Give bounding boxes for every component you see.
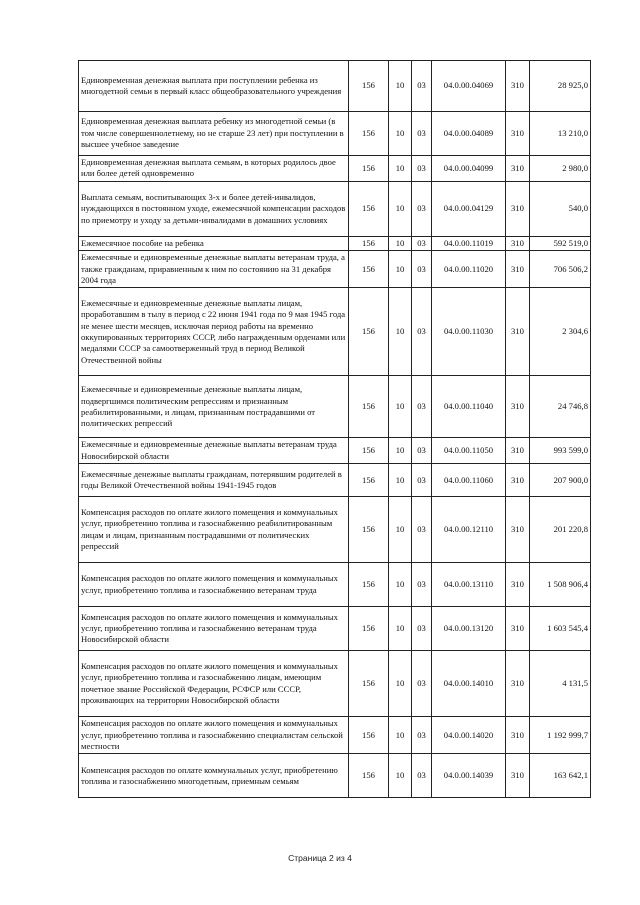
grbs-code-cell: 156 [349,61,389,112]
amount-cell: 207 900,0 [530,464,591,497]
expense-type-cell: 310 [506,464,530,497]
section-code-cell: 10 [389,376,412,438]
expense-type-cell: 310 [506,61,530,112]
section-code-cell: 10 [389,563,412,607]
item-name-cell: Единовременная денежная выплата семьям, в которых родилось двое или более детей одновременно [79,156,349,182]
amount-cell: 1 508 906,4 [530,563,591,607]
amount-cell: 592 519,0 [530,236,591,250]
grbs-code-cell: 156 [349,754,389,798]
amount-cell: 4 131,5 [530,651,591,717]
item-name-cell: Компенсация расходов по оплате жилого помещения и коммунальных услуг, приобретению топлива и газоснабжению специалистам сельской местности [79,717,349,754]
grbs-code-cell: 156 [349,376,389,438]
table-row [79,754,591,798]
section-code-cell: 10 [389,288,412,376]
subsection-code-cell: 03 [412,236,432,250]
target-article-cell: 04.0.00.04099 [432,156,506,182]
table-row [79,464,591,497]
target-article-cell: 04.0.00.04069 [432,61,506,112]
subsection-code-cell: 03 [412,156,432,182]
grbs-code-cell: 156 [349,651,389,717]
item-name-cell: Единовременная денежная выплата ребенку из многодетной семьи (в том числе совершеннолетнему, но не старше 23 лет) при поступлении в высшее учебное заведение [79,112,349,156]
grbs-code-cell: 156 [349,717,389,754]
subsection-code-cell: 03 [412,288,432,376]
table-row [79,236,591,250]
target-article-cell: 04.0.00.14020 [432,717,506,754]
subsection-code-cell: 03 [412,717,432,754]
target-article-cell: 04.0.00.11020 [432,251,506,288]
item-name-cell: Компенсация расходов по оплате коммунальных услуг, приобретению топлива и газоснабжению многодетным, приемным семьям [79,754,349,798]
grbs-code-cell: 156 [349,464,389,497]
grbs-code-cell: 156 [349,236,389,250]
subsection-code-cell: 03 [412,61,432,112]
table-body [79,61,591,798]
target-article-cell: 04.0.00.11040 [432,376,506,438]
subsection-code-cell: 03 [412,754,432,798]
subsection-code-cell: 03 [412,438,432,464]
amount-cell: 28 925,0 [530,61,591,112]
table-row [79,181,591,236]
target-article-cell: 04.0.00.13120 [432,607,506,651]
grbs-code-cell: 156 [349,438,389,464]
expense-type-cell: 310 [506,651,530,717]
expense-type-cell: 310 [506,156,530,182]
section-code-cell: 10 [389,236,412,250]
amount-cell: 201 220,8 [530,497,591,563]
grbs-code-cell: 156 [349,181,389,236]
target-article-cell: 04.0.00.11019 [432,236,506,250]
table-row [79,376,591,438]
item-name-cell: Ежемесячные и единовременные денежные выплаты ветеранам труда Новосибирской области [79,438,349,464]
expense-type-cell: 310 [506,376,530,438]
budget-table [78,60,591,798]
expense-type-cell: 310 [506,754,530,798]
expense-type-cell: 310 [506,438,530,464]
expense-type-cell: 310 [506,497,530,563]
table-row [79,112,591,156]
target-article-cell: 04.0.00.11030 [432,288,506,376]
table-row [79,497,591,563]
section-code-cell: 10 [389,156,412,182]
amount-cell: 993 599,0 [530,438,591,464]
target-article-cell: 04.0.00.13110 [432,563,506,607]
subsection-code-cell: 03 [412,181,432,236]
target-article-cell: 04.0.00.14039 [432,754,506,798]
section-code-cell: 10 [389,607,412,651]
item-name-cell: Ежемесячное пособие на ребенка [79,236,349,250]
grbs-code-cell: 156 [349,563,389,607]
table-row [79,61,591,112]
item-name-cell: Выплата семьям, воспитывающих 3-х и более детей-инвалидов, нуждающихся в постоянном уходе, ежемесячной компенсации расходов по приемотру и уходу за детьми-инвалидами в домашних условиях [79,181,349,236]
item-name-cell: Ежемесячные и единовременные денежные выплаты лицам, проработавшим в тылу в период с 22 июня 1941 года по 9 мая 1945 года не менее шести месяцев, исключая период работы на временно оккупированных территориях СССР, либо награжденным орденами или медалями СССР за самоотверженный труд в период Великой Отечественной войны [79,288,349,376]
expense-type-cell: 310 [506,288,530,376]
section-code-cell: 10 [389,61,412,112]
item-name-cell: Ежемесячные и единовременные денежные выплаты ветеранам труда, а также гражданам, приравненным к ним по состоянию на 31 декабря 2004 года [79,251,349,288]
target-article-cell: 04.0.00.14010 [432,651,506,717]
table-row [79,563,591,607]
grbs-code-cell: 156 [349,607,389,651]
expense-type-cell: 310 [506,563,530,607]
grbs-code-cell: 156 [349,251,389,288]
amount-cell: 13 210,0 [530,112,591,156]
section-code-cell: 10 [389,181,412,236]
page-number: Страница 2 из 4 [288,853,352,863]
subsection-code-cell: 03 [412,251,432,288]
table-row [79,651,591,717]
section-code-cell: 10 [389,754,412,798]
amount-cell: 1 192 999,7 [530,717,591,754]
expense-type-cell: 310 [506,607,530,651]
target-article-cell: 04.0.00.04089 [432,112,506,156]
target-article-cell: 04.0.00.12110 [432,497,506,563]
expense-type-cell: 310 [506,251,530,288]
subsection-code-cell: 03 [412,464,432,497]
subsection-code-cell: 03 [412,563,432,607]
amount-cell: 2 304,6 [530,288,591,376]
table-row [79,607,591,651]
amount-cell: 2 980,0 [530,156,591,182]
amount-cell: 24 746,8 [530,376,591,438]
amount-cell: 163 642,1 [530,754,591,798]
section-code-cell: 10 [389,251,412,288]
grbs-code-cell: 156 [349,497,389,563]
section-code-cell: 10 [389,497,412,563]
item-name-cell: Компенсация расходов по оплате жилого помещения и коммунальных услуг, приобретению топлива и газоснабжению лицам, имеющим почетное звание Российской Федерации, РСФСР или СССР, проживающих на территории Новосибирской области [79,651,349,717]
item-name-cell: Единовременная денежная выплата при поступлении ребенка из многодетной семьи в первый класс общеобразовательного учреждения [79,61,349,112]
section-code-cell: 10 [389,651,412,717]
subsection-code-cell: 03 [412,376,432,438]
table-row [79,156,591,182]
table-row [79,251,591,288]
table-row [79,288,591,376]
section-code-cell: 10 [389,464,412,497]
expense-type-cell: 310 [506,717,530,754]
target-article-cell: 04.0.00.11050 [432,438,506,464]
subsection-code-cell: 03 [412,651,432,717]
amount-cell: 1 603 545,4 [530,607,591,651]
item-name-cell: Компенсация расходов по оплате жилого помещения и коммунальных услуг, приобретению топлива и газоснабжению ветеранам труда Новосибирской области [79,607,349,651]
amount-cell: 706 506,2 [530,251,591,288]
expense-type-cell: 310 [506,236,530,250]
item-name-cell: Компенсация расходов по оплате жилого помещения и коммунальных услуг, приобретению топлива и газоснабжению реабилитированным лицам и лицам, признанным пострадавшими от политических репрессий [79,497,349,563]
section-code-cell: 10 [389,112,412,156]
target-article-cell: 04.0.00.04129 [432,181,506,236]
grbs-code-cell: 156 [349,156,389,182]
item-name-cell: Ежемесячные денежные выплаты гражданам, потерявшим родителей в годы Великой Отечественной войны 1941-1945 годов [79,464,349,497]
item-name-cell: Ежемесячные и единовременные денежные выплаты лицам, подвергшимся политическим репрессиям и признанным реабилитированными, и лицам, признанным пострадавшими от политических репрессий [79,376,349,438]
item-name-cell: Компенсация расходов по оплате жилого помещения и коммунальных услуг, приобретению топлива и газоснабжению ветеранам труда [79,563,349,607]
expense-type-cell: 310 [506,181,530,236]
table-row [79,717,591,754]
amount-cell: 540,0 [530,181,591,236]
table-row [79,438,591,464]
target-article-cell: 04.0.00.11060 [432,464,506,497]
expense-type-cell: 310 [506,112,530,156]
subsection-code-cell: 03 [412,112,432,156]
grbs-code-cell: 156 [349,288,389,376]
grbs-code-cell: 156 [349,112,389,156]
subsection-code-cell: 03 [412,607,432,651]
section-code-cell: 10 [389,717,412,754]
section-code-cell: 10 [389,438,412,464]
subsection-code-cell: 03 [412,497,432,563]
